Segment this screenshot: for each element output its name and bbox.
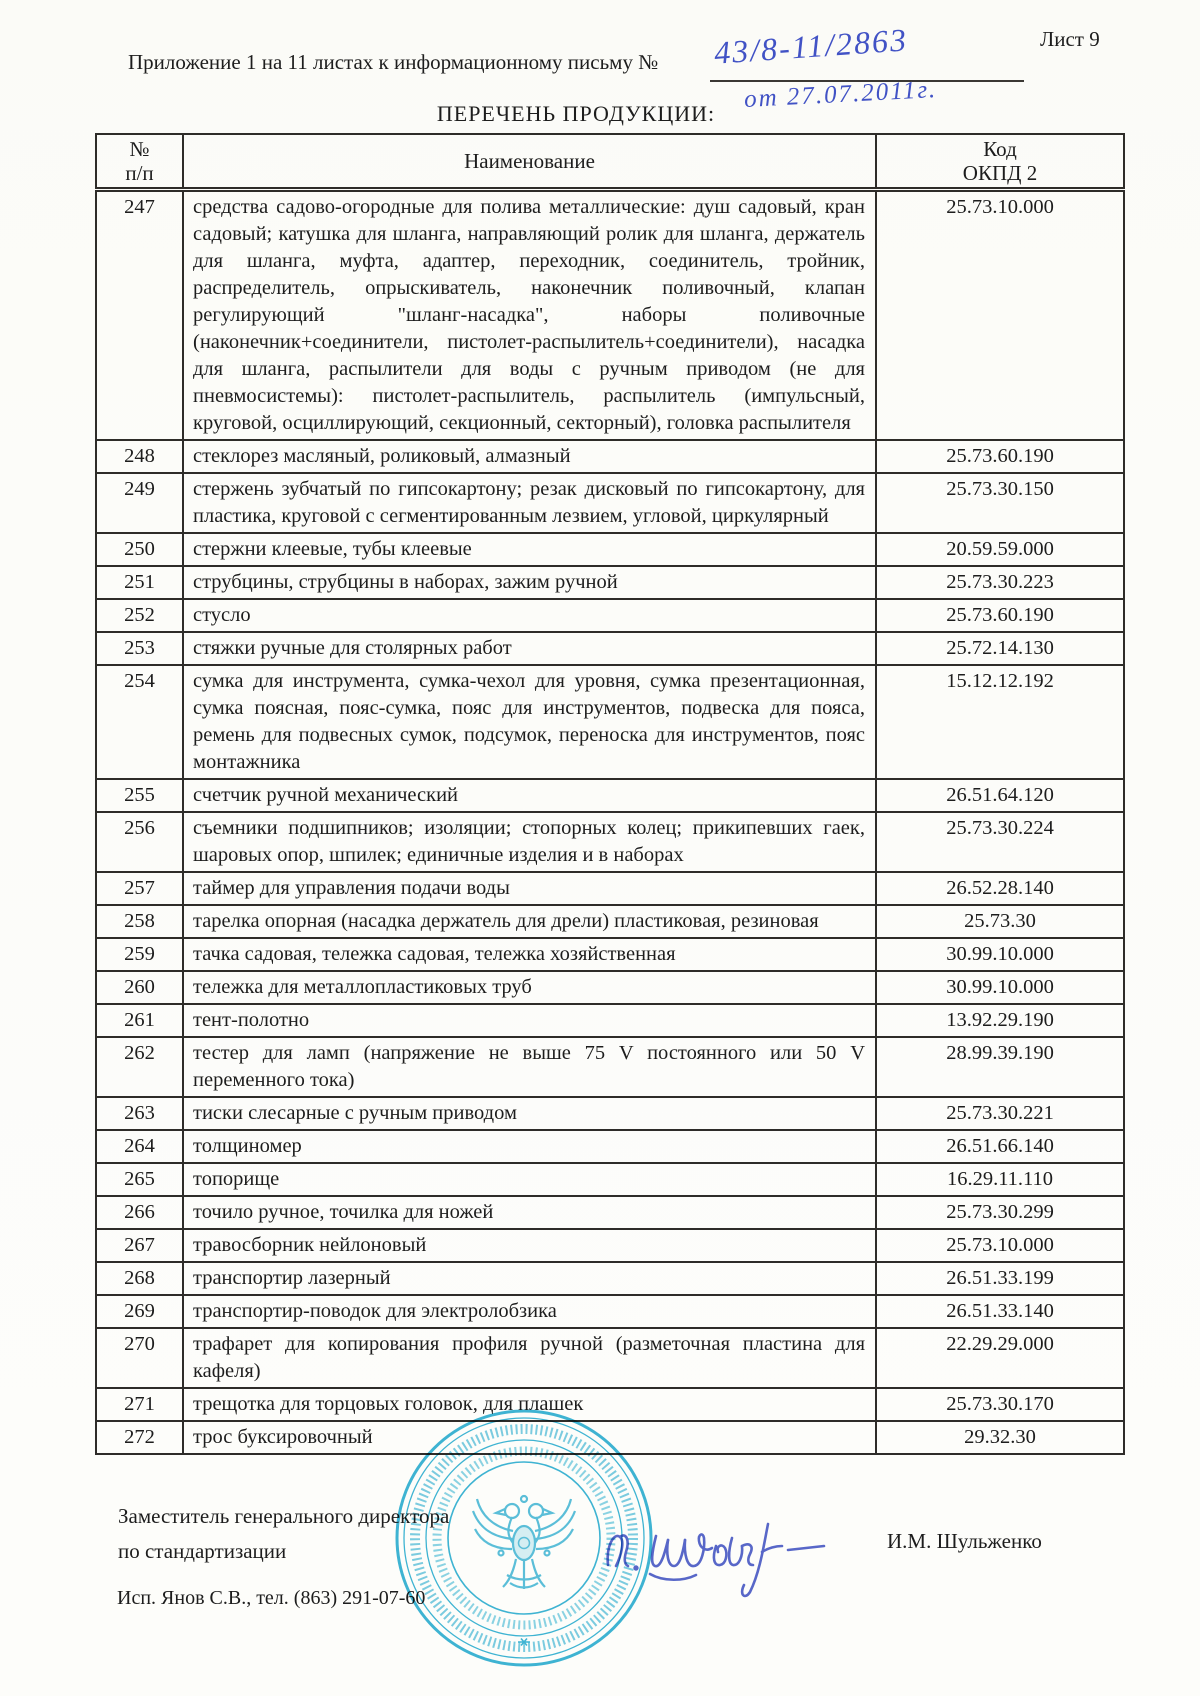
row-name-cell: травосборник нейлоновый	[183, 1229, 876, 1262]
row-number-cell: 253	[96, 632, 183, 665]
row-code-cell: 25.73.30.223	[876, 566, 1124, 599]
row-number-cell: 262	[96, 1037, 183, 1097]
signer-name: И.М. Шульженко	[887, 1529, 1042, 1553]
row-name-cell: трещотка для торцовых головок, для плашек	[183, 1388, 876, 1421]
row-name-cell: тарелка опорная (насадка держатель для дрели) пластиковая, резиновая	[183, 905, 876, 938]
row-number-cell: 268	[96, 1262, 183, 1295]
row-number-cell: 247	[96, 190, 183, 441]
appendix-reference-line: Приложение 1 на 11 листах к информационному письму №	[128, 50, 659, 74]
row-name-cell: транспортир-поводок для электролобзика	[183, 1295, 876, 1328]
row-number-cell: 251	[96, 566, 183, 599]
row-code-cell: 26.51.64.120	[876, 779, 1124, 812]
row-code-cell: 28.99.39.190	[876, 1037, 1124, 1097]
row-code-cell: 26.52.28.140	[876, 872, 1124, 905]
table-row	[96, 1328, 1124, 1388]
row-name-cell: таймер для управления подачи воды	[183, 872, 876, 905]
table-row	[96, 1295, 1124, 1328]
row-name-cell: струбцины, струбцины в наборах, зажим ручной	[183, 566, 876, 599]
row-code-cell: 25.73.60.190	[876, 599, 1124, 632]
row-number-cell: 267	[96, 1229, 183, 1262]
column-header-code-line2: ОКПД 2	[962, 161, 1038, 185]
row-number-cell: 271	[96, 1388, 183, 1421]
row-code-cell: 25.73.30.150	[876, 473, 1124, 533]
row-name-cell: средства садово-огородные для полива металлические: душ садовый, кран садовый; катушка для шланга, направляющий ролик для шланга, держатель для шланга, муфта, адаптер, переходник, соединитель, тройник, распределитель, опрыскиватель, наконечник поливочный, клапан регулирующий "шланг-насадка", наборы поливочные (наконечник+соединители, пистолет-распылитель+соединители), насадка для шланга, распылители для воды с ручным приводом (не для пневмосистемы): пистолет-распылитель, распылитель (импульсный, круговой, осциллирующий, секционный, секторный), головка распылителя	[183, 190, 876, 441]
row-number-cell: 249	[96, 473, 183, 533]
table-row	[96, 938, 1124, 971]
row-code-cell: 25.72.14.130	[876, 632, 1124, 665]
table-row	[96, 473, 1124, 533]
row-code-cell: 13.92.29.190	[876, 1004, 1124, 1037]
row-number-cell: 254	[96, 665, 183, 779]
row-name-cell: тент-полотно	[183, 1004, 876, 1037]
row-number-cell: 264	[96, 1130, 183, 1163]
table-row	[96, 1004, 1124, 1037]
row-code-cell: 25.73.30.299	[876, 1196, 1124, 1229]
row-number-cell: 250	[96, 533, 183, 566]
row-name-cell: стеклорез масляный, роликовый, алмазный	[183, 440, 876, 473]
row-number-cell: 257	[96, 872, 183, 905]
column-header-num	[96, 134, 183, 190]
table-row	[96, 533, 1124, 566]
table-row	[96, 1097, 1124, 1130]
row-name-cell: толщиномер	[183, 1130, 876, 1163]
row-number-cell: 266	[96, 1196, 183, 1229]
row-number-cell: 255	[96, 779, 183, 812]
row-code-cell: 25.73.30.170	[876, 1388, 1124, 1421]
table-row	[96, 1262, 1124, 1295]
row-name-cell: тиски слесарные с ручным приводом	[183, 1097, 876, 1130]
row-name-cell: съемники подшипников; изоляции; стопорных колец; прикипевших гаек, шаровых опор, шпилек; единичные изделия и в наборах	[183, 812, 876, 872]
table-row	[96, 440, 1124, 473]
row-name-cell: точило ручное, точилка для ножей	[183, 1196, 876, 1229]
table-row	[96, 872, 1124, 905]
handwritten-letter-number: 43/8-11/2863	[712, 21, 910, 71]
table-row	[96, 599, 1124, 632]
row-name-cell: трос буксировочный	[183, 1421, 876, 1454]
row-number-cell: 252	[96, 599, 183, 632]
row-name-cell: стяжки ручные для столярных работ	[183, 632, 876, 665]
table-row	[96, 632, 1124, 665]
table-row	[96, 665, 1124, 779]
table-row	[96, 566, 1124, 599]
signer-role-line2: по стандартизации	[118, 1539, 287, 1563]
column-header-num-line2: п/п	[125, 161, 154, 185]
page-title: ПЕРЕЧЕНЬ ПРОДУКЦИИ:	[436, 101, 716, 126]
table-row	[96, 1196, 1124, 1229]
row-code-cell: 25.73.30.224	[876, 812, 1124, 872]
row-number-cell: 256	[96, 812, 183, 872]
row-name-cell: трафарет для копирования профиля ручной (разметочная пластина для кафеля)	[183, 1328, 876, 1388]
row-name-cell: сумка для инструмента, сумка-чехол для уровня, сумка презентационная, сумка поясная, пояс-сумка, пояс для инструментов, подвеска для пояса, ремень для подвесных сумок, подсумок, переноска для инструментов, пояс монтажника	[183, 665, 876, 779]
row-code-cell: 26.51.33.140	[876, 1295, 1124, 1328]
row-number-cell: 261	[96, 1004, 183, 1037]
row-code-cell: 30.99.10.000	[876, 938, 1124, 971]
table-row	[96, 1163, 1124, 1196]
handwritten-letter-date: от 27.07.2011г.	[743, 75, 938, 114]
row-code-cell: 25.73.10.000	[876, 190, 1124, 441]
row-code-cell: 29.32.30	[876, 1421, 1124, 1454]
row-name-cell: стержень зубчатый по гипсокартону; резак дисковый по гипсокартону, для пластика, круговой с сегментированным лезвием, угловой, циркулярный	[183, 473, 876, 533]
row-name-cell: топорище	[183, 1163, 876, 1196]
table-row	[96, 1037, 1124, 1097]
table-row	[96, 905, 1124, 938]
table-row	[96, 1229, 1124, 1262]
table-header	[96, 134, 1124, 190]
row-name-cell: тележка для металлопластиковых труб	[183, 971, 876, 1004]
row-code-cell: 16.29.11.110	[876, 1163, 1124, 1196]
row-number-cell: 265	[96, 1163, 183, 1196]
row-code-cell: 25.73.60.190	[876, 440, 1124, 473]
table-row	[96, 190, 1124, 441]
row-code-cell: 26.51.33.199	[876, 1262, 1124, 1295]
table-row	[96, 779, 1124, 812]
table-row	[96, 812, 1124, 872]
product-table-body	[96, 190, 1124, 1455]
signer-role-line1: Заместитель генерального директора	[118, 1504, 450, 1528]
row-number-cell: 260	[96, 971, 183, 1004]
row-number-cell: 258	[96, 905, 183, 938]
row-code-cell: 26.51.66.140	[876, 1130, 1124, 1163]
column-header-name: Наименование	[183, 134, 876, 190]
column-header-code	[876, 134, 1124, 190]
signature-ink	[592, 1488, 844, 1610]
row-name-cell: стержни клеевые, тубы клеевые	[183, 533, 876, 566]
row-code-cell: 30.99.10.000	[876, 971, 1124, 1004]
row-number-cell: 272	[96, 1421, 183, 1454]
row-code-cell: 15.12.12.192	[876, 665, 1124, 779]
row-name-cell: счетчик ручной механический	[183, 779, 876, 812]
product-list-table	[95, 133, 1125, 1455]
row-number-cell: 263	[96, 1097, 183, 1130]
executor-contact-line: Исп. Янов С.В., тел. (863) 291-07-60	[117, 1587, 426, 1609]
row-number-cell: 269	[96, 1295, 183, 1328]
row-code-cell: 20.59.59.000	[876, 533, 1124, 566]
row-code-cell: 22.29.29.000	[876, 1328, 1124, 1388]
row-name-cell: транспортир лазерный	[183, 1262, 876, 1295]
row-number-cell: 248	[96, 440, 183, 473]
row-code-cell: 25.73.30.221	[876, 1097, 1124, 1130]
column-header-code-line1: Код	[983, 137, 1017, 161]
row-code-cell: 25.73.10.000	[876, 1229, 1124, 1262]
column-header-num-line1: №	[129, 137, 150, 161]
row-name-cell: тестер для ламп (напряжение не выше 75 V постоянного или 50 V переменного тока)	[183, 1037, 876, 1097]
row-name-cell: стусло	[183, 599, 876, 632]
row-number-cell: 270	[96, 1328, 183, 1388]
table-row	[96, 971, 1124, 1004]
sheet-number-label: Лист 9	[1040, 27, 1100, 51]
row-number-cell: 259	[96, 938, 183, 971]
table-row	[96, 1130, 1124, 1163]
row-code-cell: 25.73.30	[876, 905, 1124, 938]
eagle-emblem-icon	[473, 1496, 575, 1589]
row-name-cell: тачка садовая, тележка садовая, тележка хозяйственная	[183, 938, 876, 971]
